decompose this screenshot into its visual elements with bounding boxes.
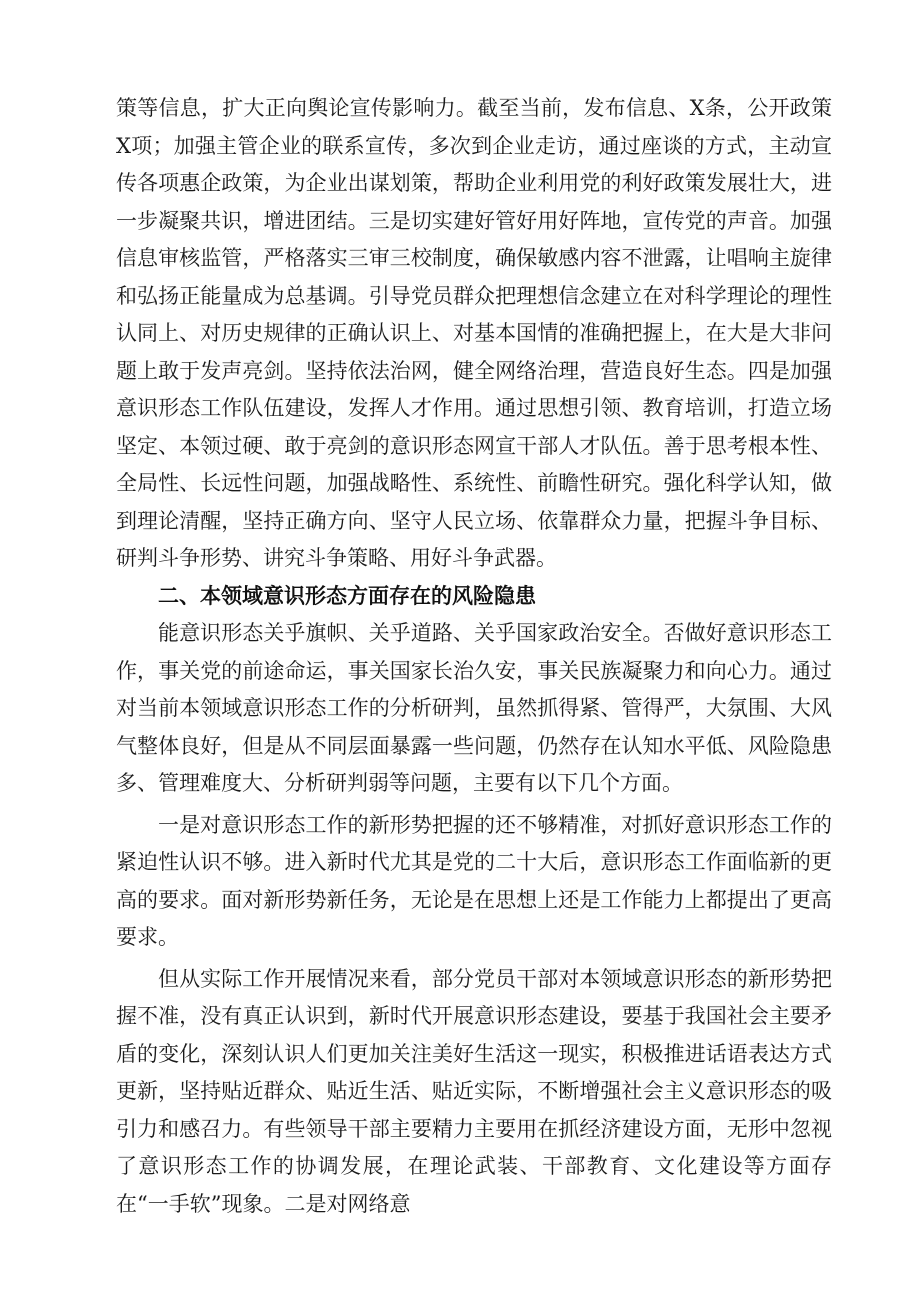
document-body (116, 90, 832, 1223)
paragraph: 一是对意识形态工作的新形势把握的还不够精准，对抓好意识形态工作的紧迫性认识不够。进入新时代尤其是党的二十大后，意识形态工作面临新的更高的要求。面对新形势新任务，无论是在思想上还是工作能力上都提出了更高要求。 (116, 812, 832, 949)
paragraph: 但从实际工作开展情况来看，部分党员干部对本领域意识形态的新形势把握不准，没有真正认识到，新时代开展意识形态建设，要基于我国社会主要矛盾的变化，深刻认识人们更加关注美好生活这一现实，积极推进话语表达方式更新，坚持贴近群众、贴近生活、贴近实际，不断增强社会主义意识形态的吸引力和感召力。有些领导干部主要精力主要用在抓经济建设方面，无形中忽视了意识形态工作的协调发展，在理论武装、干部教育、文化建设等方面存在“一手软”现象。二是对网络意 (116, 966, 832, 1216)
paragraph: 能意识形态关乎旗帜、关乎道路、关乎国家政治安全。否做好意识形态工作，事关党的前途命运，事关国家长治久安，事关民族凝聚力和向心力。通过对当前本领域意识形态工作的分析研判，虽然抓得紧、管得严，大氛围、大风气整体良好，但是从不同层面暴露一些问题，仍然存在认知水平低、风险隐患多、管理难度大、分析研判弱等问题，主要有以下几个方面。 (116, 621, 832, 795)
section-heading: 二、本领域意识形态方面存在的风险隐患 (158, 583, 536, 608)
paragraph-continuation: 策等信息，扩大正向舆论宣传影响力。截至当前，发布信息、X条，公开政策X项；加强主管企业的联系宣传，多次到企业走访，通过座谈的方式，主动宣传各项惠企政策，为企业出谋划策，帮助企业利用党的利好政策发展壮大，进一步凝聚共识，增进团结。三是切实建好管好用好阵地，宣传党的声音。加强信息审核监管，严格落实三审三校制度，确保敏感内容不泄露，让唱响主旋律和弘扬正能量成为总基调。引导党员群众把理想信念建立在对科学理论的理性认同上、对历史规律的正确认识上、对基本国情的准确把握上，在大是大非问题上敢于发声亮剑。坚持依法治网，健全网络治理，营造良好生态。四是加强意识形态工作队伍建设，发挥人才作用。通过思想引领、教育培训，打造立场坚定、本领过硬、敢于亮剑的意识形态网宣干部人才队伍。善于思考根本性、全局性、长远性问题，加强战略性、系统性、前瞻性研究。强化科学认知，做到理论清醒，坚持正确方向、坚守人民立场、依靠群众力量，把握斗争目标、研判斗争形势、讲究斗争策略、用好斗争武器。 (116, 96, 832, 570)
